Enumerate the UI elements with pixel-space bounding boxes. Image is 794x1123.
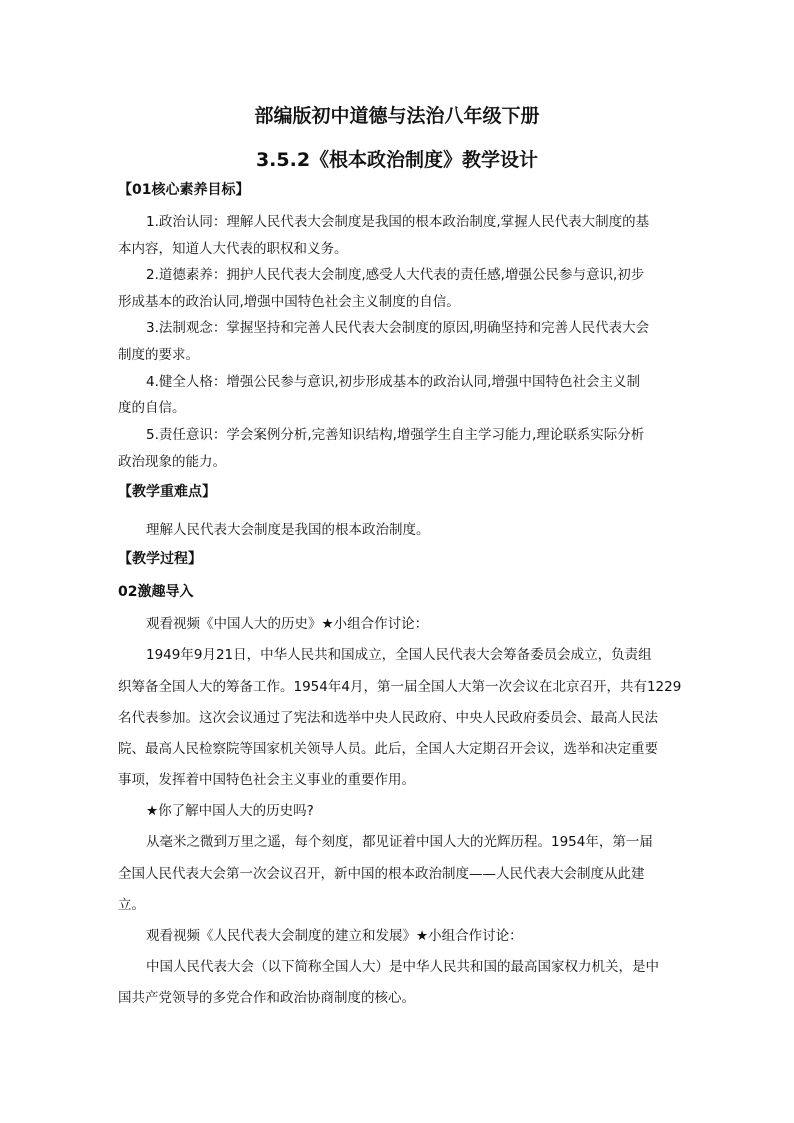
process-line: 院、最高人民检察院等国家机关领导人员。此后，全国人大定期召开会议，选举和决定重要 [118,741,658,757]
process-line: 事项，发挥着中国特色社会主义事业的重要作用。 [118,772,415,788]
process-line: 名代表参加。这次会议通过了宪法和选举中央人民政府、中央人民政府委员会、最高人民法 [118,710,658,726]
goal-line: 本内容，知道人大代表的职权和义务。 [118,241,348,257]
section-heading-process: 【教学过程】 [118,551,202,567]
subsection-heading-intro: 02激趣导入 [118,584,194,600]
document-title: 部编版初中道德与法治八年级下册 [254,105,540,127]
section-heading-keypoints: 【教学重难点】 [118,484,216,500]
goal-line: 4.健全人格：增强公民参与意识,初步形成基本的政治认同,增强中国特色社会主义制 [146,374,640,390]
goal-line: 政治现象的能力。 [118,454,226,470]
goal-line: 2.道德素养：拥护人民代表大会制度,感受人大代表的责任感,增强公民参与意识,初步 [146,267,645,283]
section-heading-goals: 【01核心素养目标】 [118,182,250,198]
process-line: 立。 [118,897,145,913]
goal-line: 1.政治认同：理解人民代表大会制度是我国的根本政治制度,掌握人民代表大制度的基 [146,214,650,230]
process-line: 观看视频《人民代表大会制度的建立和发展》★小组合作讨论： [146,928,523,944]
process-line: 织筹备全国人大的筹备工作。1954年4月，第一届全国人大第一次会议在北京召开，共有1229 [118,679,682,695]
process-line: 国共产党领导的多党合作和政治协商制度的核心。 [118,990,415,1006]
process-line: 1949年9月21日，中华人民共和国成立，全国人民代表大会筹备委员会成立，负责组 [146,647,652,663]
goal-line: 5.责任意识：学会案例分析,完善知识结构,增强学生自主学习能力,理论联系实际分析 [146,427,645,443]
process-line: 观看视频《中国人大的历史》★小组合作讨论： [146,616,429,632]
goal-line: 3.法制观念：掌握坚持和完善人民代表大会制度的原因,明确坚持和完善人民代表大会 [146,320,650,336]
document-subtitle: 3.5.2《根本政治制度》教学设计 [255,149,539,171]
process-line: ★你了解中国人大的历史吗? [146,803,314,819]
goal-line: 制度的要求。 [118,347,199,363]
keypoint-line: 理解人民代表大会制度是我国的根本政治制度。 [146,522,430,538]
process-line: 从毫米之微到万里之遥，每个刻度，都见证着中国人大的光辉历程。1954年，第一届 [146,834,653,850]
goal-line: 度的自信。 [118,400,186,416]
process-line: 全国人民代表大会第一次会议召开，新中国的根本政治制度——人民代表大会制度从此建 [118,866,645,882]
goal-line: 形成基本的政治认同,增强中国特色社会主义制度的自信。 [118,294,460,310]
process-line: 中国人民代表大会（以下简称全国人大）是中华人民共和国的最高国家权力机关，是中 [146,959,659,975]
